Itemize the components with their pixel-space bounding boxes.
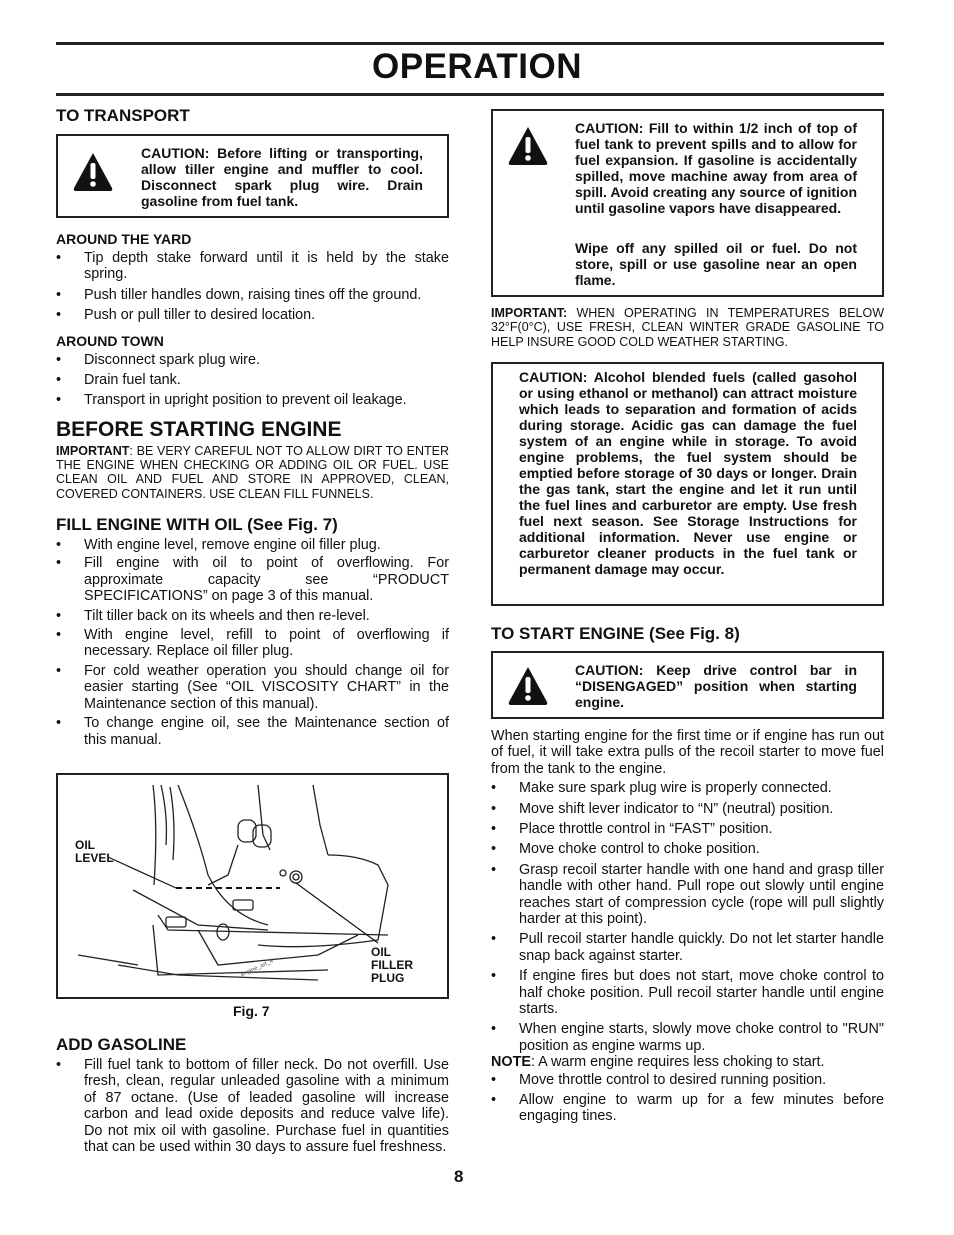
list-item: • Transport in upright position to prevent oil leakage. <box>56 392 449 408</box>
list-item: • Pull recoil starter handle quickly. Do not let starter handle snap back against starter. <box>491 931 884 964</box>
title-underline <box>56 93 884 96</box>
page-title: OPERATION <box>372 47 582 86</box>
list-item: • Move choke control to choke position. <box>491 841 884 857</box>
cold-weather-important <box>491 306 884 349</box>
fill-caution-text-2: Wipe off any spilled oil or fuel. Do not store, spill or use gasoline near an open flame. <box>575 240 857 288</box>
alcohol-caution-text: CAUTION: Alcohol blended fuels (called gasohol or using ethanol or methanol) can attract moisture which leads to separation and formation of acids during storage. Acidic gas can damage the fuel system of an engine while in storage. To avoid engine problems, the fuel system should be emptied before storage of 30 days or longer. Drain the gas tank, start the engine and let it run until the fuel lines and carburetor are empty. Use fresh fuel next season. See Storage Instructions for additional information. Never use engine or carburetor cleaner products in the fuel tank or permanent damage may occur. <box>519 368 857 577</box>
figure-7-caption: Fig. 7 <box>233 1003 270 1019</box>
start-caution-text: CAUTION: Keep drive control bar in “DISENGAGED” position when starting engine. <box>575 661 857 710</box>
top-rule <box>56 42 884 45</box>
start-list <box>491 780 884 1054</box>
before-starting-heading: BEFORE STARTING ENGINE <box>56 417 342 441</box>
list-item: • Grasp recoil starter handle with one hand and grasp tiller handle with other hand. Pull rope out slowly until engine reaches start of compression cycle (rope will pull slightly harder at this point). <box>491 862 884 928</box>
add-gasoline-list <box>56 1057 449 1155</box>
important-label: IMPORTANT: <box>491 306 568 320</box>
before-important <box>56 444 449 501</box>
important-text: : BE VERY CAREFUL NOT TO ALLOW DIRT TO ENTER THE ENGINE WHEN CHECKING OR ADDING OIL OR FUEL. USE CLEAN OIL AND FUEL AND STORE IN APPROVED, CLEAN, COVERED CONTAINERS. USE CLEAN FILL FUNNELS. <box>56 443 449 501</box>
list-item: • Place throttle control in “FAST” position. <box>491 821 884 837</box>
oil-filler-plug-label: OIL FILLER PLUG <box>371 945 413 985</box>
list-item: • Fill engine with oil to point of overflowing. For approximate capacity see “PRODUCT SPECIFICATIONS” on page 3 of this manual. <box>56 555 449 604</box>
town-heading: AROUND TOWN <box>56 332 164 349</box>
art-id-label: engine_art_4 <box>240 958 275 979</box>
list-item: • Push tiller handles down, raising tines off the ground. <box>56 287 449 303</box>
yard-heading: AROUND THE YARD <box>56 231 192 247</box>
list-item: • Move throttle control to desired running position. <box>491 1072 884 1088</box>
list-item: • Move shift lever indicator to “N” (neutral) position. <box>491 801 884 817</box>
warning-triangle-icon <box>506 664 550 708</box>
warning-triangle-icon <box>506 124 550 168</box>
add-gasoline-section <box>56 1035 449 1155</box>
fill-oil-list <box>56 537 449 748</box>
list-item: • With engine level, remove engine oil filler plug. <box>56 537 449 553</box>
right-column <box>491 109 884 1125</box>
transport-heading: TO TRANSPORT <box>56 106 190 125</box>
list-item: • To change engine oil, see the Maintenance section of this manual. <box>56 715 449 748</box>
transport-caution-box <box>56 134 449 218</box>
list-item: • Drain fuel tank. <box>56 372 449 388</box>
final-list <box>491 1072 884 1125</box>
list-item: • For cold weather operation you should change oil for easier starting (See “OIL VISCOSITY CHART” in the Maintenance section of this manual). <box>56 663 449 712</box>
list-item: • Push or pull tiller to desired location. <box>56 307 449 323</box>
list-item: • Disconnect spark plug wire. <box>56 352 449 368</box>
list-item: • Make sure spark plug wire is properly connected. <box>491 780 884 796</box>
fill-caution-box <box>491 109 884 297</box>
important-label: IMPORTANT <box>56 443 130 458</box>
note-label: NOTE <box>491 1054 531 1071</box>
page-number: 8 <box>454 1167 464 1186</box>
list-item: • Tilt tiller back on its wheels and then re-level. <box>56 608 449 624</box>
list-item: • With engine level, refill to point of overflowing if necessary. Replace oil filler plug. <box>56 627 449 660</box>
add-gasoline-heading: ADD GASOLINE <box>56 1035 187 1054</box>
town-list <box>56 352 449 409</box>
list-item: • When engine starts, slowly move choke control to "RUN" position as engine warms up. <box>491 1021 884 1054</box>
alcohol-caution-box <box>491 362 884 606</box>
list-item: • Tip depth stake forward until it is held by the stake spring. <box>56 250 449 283</box>
note-text: : A warm engine requires less choking to start. <box>530 1054 825 1071</box>
important-text: WHEN OPERATING IN TEMPERATURES BELOW 32°F(0°C), USE FRESH, CLEAN WINTER GRADE GASOLINE TO HELP INSURE GOOD COLD WEATHER STARTING. <box>491 306 884 349</box>
yard-list <box>56 250 449 324</box>
start-engine-heading: TO START ENGINE (See Fig. 8) <box>491 623 740 643</box>
start-caution-box <box>491 651 884 719</box>
list-item: • Allow engine to warm up for a few minutes before engaging tines. <box>491 1092 884 1125</box>
start-intro: When starting engine for the first time or if engine has run out of fuel, it will take extra pulls of the recoil starter to move fuel from the tank to the engine. <box>491 727 884 777</box>
fill-oil-heading: FILL ENGINE WITH OIL (See Fig. 7) <box>56 515 338 535</box>
oil-level-label: OIL LEVEL <box>75 838 114 865</box>
list-item: • If engine fires but does not start, move choke control to half choke position. Pull recoil starter handle until engine starts. <box>491 968 884 1017</box>
left-column <box>56 106 449 748</box>
figure-7 <box>56 773 449 999</box>
list-item: • Fill fuel tank to bottom of filler neck. Do not overfill. Use fresh, clean, regular unleaded gasoline with a minimum of 87 octane. (Use of leaded gasoline will increase carbon and lead oxide deposits and reduce valve life). Do not mix oil with gasoline. Purchase fuel in quantities that can be used within 30 days to assure fuel freshness. <box>56 1057 449 1155</box>
transport-caution-text: CAUTION: Before lifting or transporting, allow tiller engine and muffler to cool. Disconnect spark plug wire. Drain gasoline from fuel tank. <box>141 145 423 209</box>
warning-triangle-icon <box>71 150 115 194</box>
note <box>491 1054 884 1070</box>
fill-caution-text: CAUTION: Fill to within 1/2 inch of top of fuel tank to prevent spills and to allow for fuel expansion. If gasoline is accidentally spilled, move machine away from area of spill. Avoid creating any source of ignition until gasoline vapors have disappeared. <box>575 120 857 216</box>
